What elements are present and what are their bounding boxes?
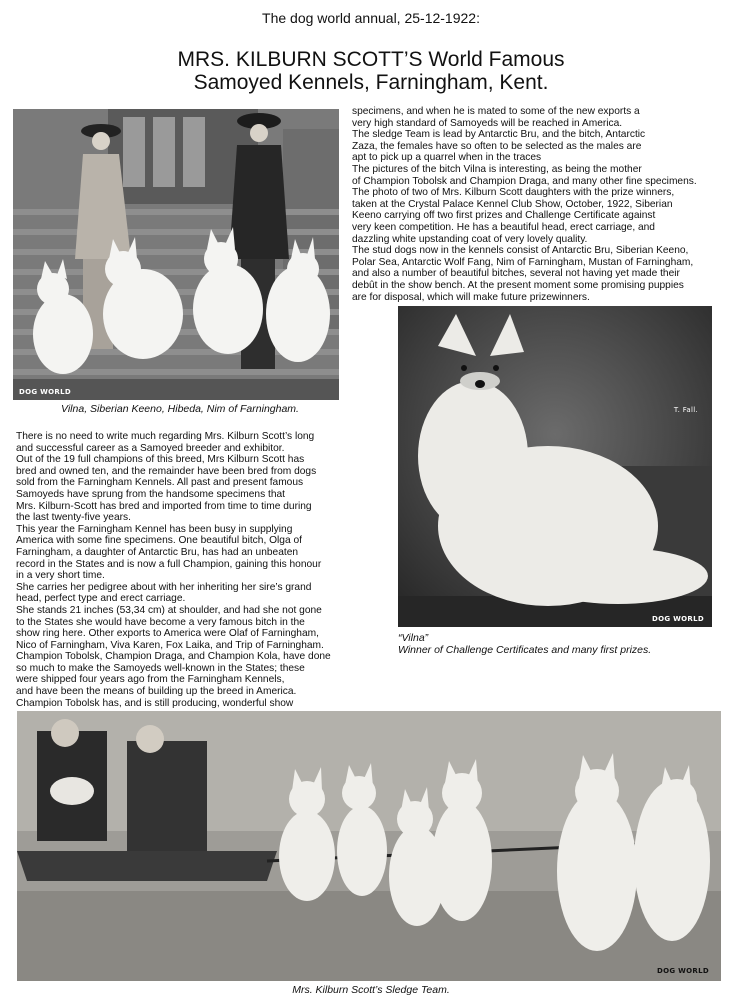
sledge-team-photo [17,711,721,981]
vilna-caption-name: “Vilna” [398,632,429,644]
vilna-watermark: DOG WORLD [652,615,704,623]
article-text-left: There is no need to write much regarding Mrs. Kilburn Scott’s long and successful career as a Samoyed breeder and exhibitor. Out of the 19 full champions of this breed, Mrs Kilburn Scott has bred and owned ten, and the remainder have been bred from dogs sold from the Farningham Kennels. All past and present famous Samoyeds have sprung from the handsome specimens that Mrs. Kilburn-Scott has bred and imported from time to time during the last twenty-five years. This year the Farningham Kennel has been busy in supplying America with some fine specimens. One beautiful bitch, Olga of Farningham, a daughter of Antarctic Bru, has had an unbeaten record in the States and is now a full Champion, gaining this honour in a very short time. She carries her pedigree about with her inheriting her sire’s grand head, perfect type and erect carriage. She stands 21 inches (53,34 cm) at shoulder, and had she not gone to the States she would have become a very famous bitch in the show ring here. Other exports to America were Olaf of Farningham, Nico of Farningham, Viva Karen, Fox Laika, and Trip of Farningham. Champion Tobolsk, Champion Draga, and Champion Kola, have done so much to make the Samoyeds well-known in the States; these were shipped four years ago from the Farningham Kennels, and have been the means of building up the breed in America. Champion Tobolsk has, and is still producing, wonderful show [16,431,331,709]
sledge-team-illustration [17,711,721,981]
vilna-caption [398,632,728,656]
vilna-photo [398,306,712,627]
kennel-steps-watermark: DOG WORLD [19,388,71,396]
kennel-steps-photo [13,109,339,400]
sledge-team-caption: Mrs. Kilburn Scott’s Sledge Team. [292,984,450,996]
vilna-photographer-credit: T. Fall. [673,406,698,414]
kennel-steps-illustration [13,109,339,400]
title-line-2: Samoyed Kennels, Farningham, Kent. [193,71,549,94]
kennel-steps-caption: Vilna, Siberian Keeno, Hibeda, Nim of Farningham. [61,403,299,415]
vilna-caption-detail: Winner of Challenge Certificates and many first prizes. [398,644,652,656]
vilna-illustration [398,306,712,627]
sledge-team-watermark: DOG WORLD [657,967,709,975]
article-text-right: specimens, and when he is mated to some of the new exports a very high standard of Samoyeds will be reached in America. The sledge Team is lead by Antarctic Bru, and the bitch, Antarctic Zaza, the females have so often to be selected as the males are apt to pick up a quarrel when in the traces The pictures of the bitch Vilna is interesting, as being the mother of Champion Tobolsk and Champion Draga, and many other fine specimens. The photo of two of Mrs. Kilburn Scott daughters with the prize winners, taken at the Crystal Palace Kennel Club Show, October, 1922, Siberian Keeno carrying off two first prizes and Challenge Certificate against very keen competition. He has a beautiful head, erect carriage, and dazzling white upstanding coat of very lovely quality. The stud dogs now in the kennels consist of Antarctic Bru, Siberian Keeno, Polar Sea, Antarctic Wolf Fang, Nim of Farningham, Mustan of Farningham, and also a number of beautiful bitches, several not having yet made their debût in the show bench. At the present moment some promising puppies are for disposal, which will make future prizewinners. [352,106,697,303]
title-line-1: MRS. KILBURN SCOTT’S World Famous [177,48,565,71]
article-title [0,48,742,94]
newspaper-header: The dog world annual, 25-12-1922: [262,10,480,26]
